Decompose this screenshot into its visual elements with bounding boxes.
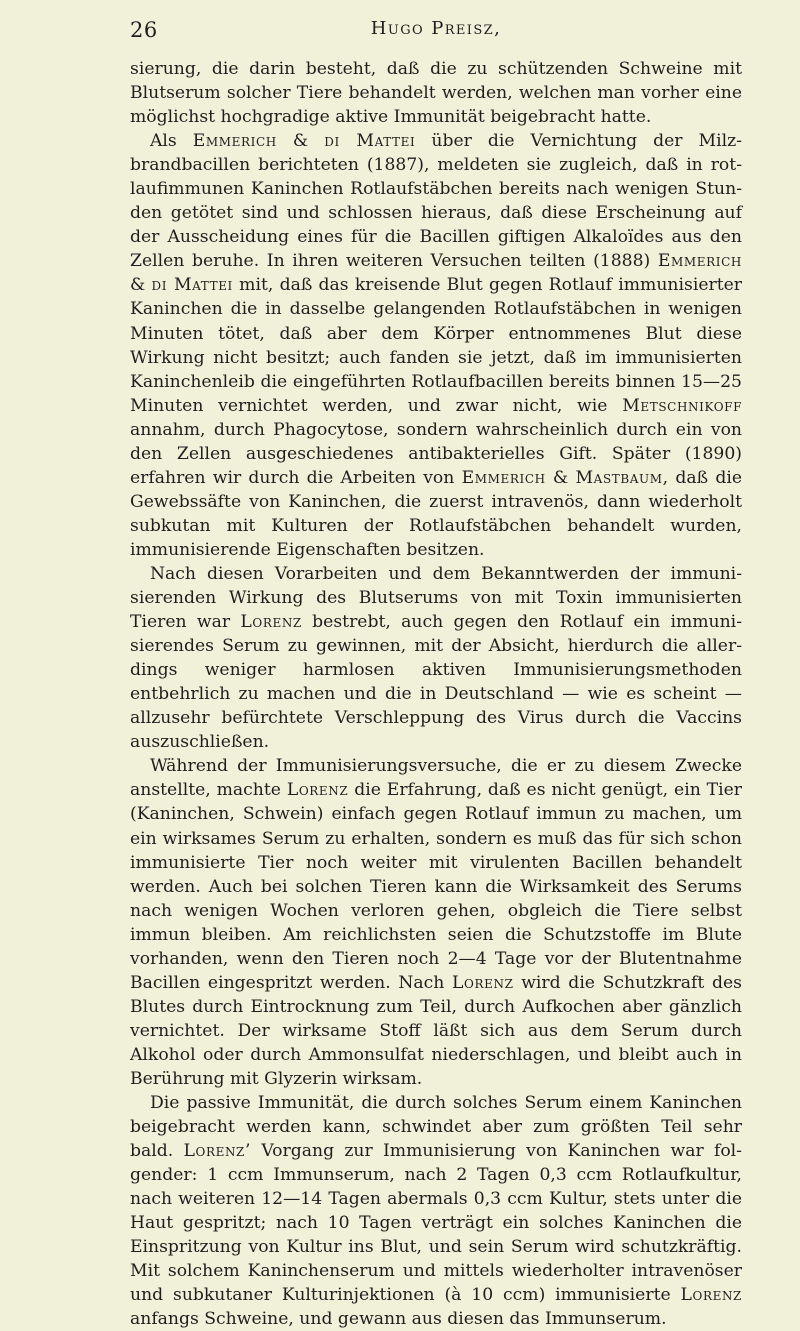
text-run: bestrebt, auch gegen den Rotlauf ein immunisierendes Serum zu gewinnen, mit der Absicht, hierdurch die allerdings weniger harmlosen aktiven Immunisierungsmethoden entbehrlich zu machen und die in Deutschland — wie es scheint — allzusehr befürchtete Verschleppung des Virus durch die Vaccins auszuschließen. [130, 612, 742, 753]
author-name: di Mattei [324, 131, 416, 152]
text-run: & [130, 275, 152, 296]
text-run: Nach diesen Vorarbeiten und dem Bekanntwerden der immunisierenden Wirkung des Blutserums von mit Toxin immunisierten Tieren war [130, 563, 742, 633]
text-run: Während der Immunisierungsversuche, die er zu diesem Zwecke anstellte, machte [130, 756, 742, 801]
author-name: Lorenz [452, 972, 514, 993]
paragraph [130, 562, 742, 754]
page-number: 26 [130, 18, 158, 42]
author-name: Emmerich [192, 131, 277, 152]
text-run: & [545, 467, 576, 488]
text-run: die Erfahrung, daß es nicht genügt, ein Tier (Kaninchen, Schwein) einfach gegen Rotlauf immun zu machen, um ein wirksames Serum zu erhalten, sondern es muß das für sich schon immunisierte Tier noch weiter mit virulenten Bacillen behandelt werden. Auch bei solchen Tieren kann die Wirksamkeit des Serums nach wenigen Wochen verloren gehen, obgleich die Tiere selbst immun bleiben. Am reichlichsten seien die Schutzstoffe im Blute vorhanden, wenn den Tieren noch 2—4 Tage vor der Blutentnahme Bacillen eingespritzt werden. Nach [130, 780, 742, 993]
author-name: Lorenz [680, 1285, 742, 1306]
paragraph [130, 754, 742, 1091]
text-run: Die passive Immunität, die durch solches Serum einem Kaninchen beigebracht werden kann, schwindet aber zum größten Teil sehr bald. [130, 1093, 742, 1162]
text-run: anfangs Schweine, und gewann aus diesen das Immunserum. [130, 1309, 667, 1330]
text-run: & [276, 131, 325, 152]
text-run: sierung, die darin besteht, daß die zu schützenden Schweine mit Blutserum solcher Tiere behandelt werden, welchen man vorher eine möglichst hochgradige aktive Immunität beigebracht hatte. [130, 59, 742, 128]
author-name: Emmerich [657, 251, 742, 272]
author-name: Mastbaum [575, 467, 663, 488]
text-run: Als [150, 131, 193, 152]
author-name: Lorenz’ [183, 1141, 252, 1162]
paragraph [130, 129, 742, 562]
body-text [130, 57, 742, 1331]
author-name: Lorenz [240, 612, 302, 633]
author-name: di Mattei [151, 275, 233, 296]
running-head: Hugo Preisz, [370, 18, 502, 39]
author-name: Metschnikoff [622, 395, 742, 416]
paragraph [130, 1091, 742, 1331]
text-run: wird die Schutzkraft des Blutes durch Eintrocknung zum Teil, durch Aufkochen aber gänzlich vernichtet. Der wirksame Stoff läßt sich aus dem Serum durch Alkohol oder durch Ammonsulfat niederschlagen, und bleibt auch in Berührung mit Glyzerin wirksam. [130, 972, 742, 1089]
text-run: , daß die Gewebssäfte von Kaninchen, die zuerst intravenös, dann wiederholt subkutan mit Kulturen der Rotlaufstäbchen behandelt wurden, immunisierende Eigenschaften besitzen. [130, 467, 743, 560]
text-run: Vorgang zur Immunisierung von Kaninchen war folgender: 1 ccm Immunserum, nach 2 Tagen 0,3 ccm Rotlaufkultur, nach weiteren 12—14 Tagen abermals 0,3 ccm Kultur, stets unter die Haut gespritzt; nach 10 Tagen verträgt ein solches Kaninchen die Einspritzung von Kultur ins Blut, und sein Serum wird schutzkräftig. Mit solchem Kaninchenserum und mittels wiederholter intravenöser und subkutaner Kulturinjektionen (à 10 ccm) immunisierte [130, 1141, 742, 1306]
text-run: mit, daß das kreisende Blut gegen Rotlauf immunisierter Kaninchen die in dasselbe gelangenden Rotlaufstäbchen in wenigen Minuten tötet, daß aber dem Körper entnommenes Blut diese Wirkung nicht besitzt; auch fanden sie jetzt, daß im immunisierten Kaninchenleib die eingeführten Rotlaufbacillen bereits binnen 15—25 Minuten vernichtet werden, und zwar nicht, wie [130, 275, 742, 416]
author-name: Lorenz [286, 780, 349, 801]
text-run: über die Vernichtung der Milzbrandbacillen berichteten (1887), meldeten sie zugleich, daß in rotlaufimmunen Kaninchen Rotlaufstäbchen bereits nach wenigen Stunden getötet sind und schlossen hieraus, daß diese Erscheinung auf der Ausscheidung eines für die Bacillen giftigen Alkaloïdes aus den Zellen beruhe. In ihren weiteren Versuchen teilten (1888) [130, 131, 742, 272]
paragraph [130, 57, 742, 129]
page-header [130, 18, 742, 42]
text-run: annahm, durch Phagocytose, sondern wahrscheinlich durch ein von den Zellen ausgeschiedenes antibakterielles Gift. Später (1890) erfahren wir durch die Arbeiten von [130, 419, 742, 488]
author-name: Emmerich [461, 467, 546, 488]
